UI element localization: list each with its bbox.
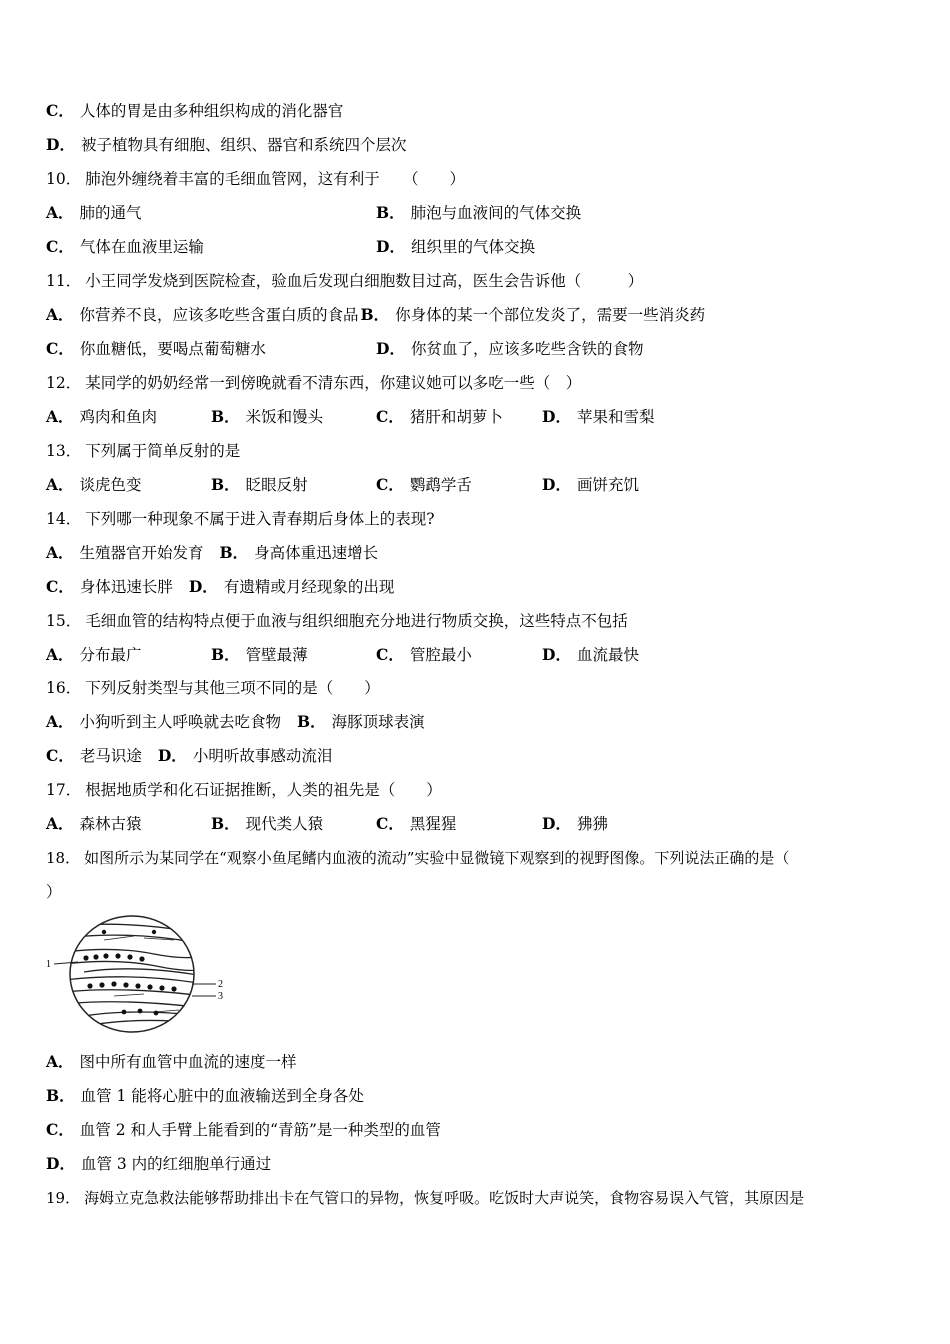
question-14 [46,509,435,529]
option-label: A． [46,814,74,833]
option-text: 鸡肉和鱼肉 [79,408,158,426]
option-b [211,407,323,427]
option-text: 血管 3 内的红细胞单行通过 [80,1155,272,1173]
option-text: 小明听故事感动流泪 [192,747,333,765]
option-line [46,101,343,121]
option-c [46,237,204,257]
question-number: 10． [46,170,82,188]
question-18 [46,848,789,868]
option-d [542,407,654,427]
option-text: 生殖器官开始发育 [79,544,204,562]
question-number: 14． [46,510,82,528]
question-text: 毛细血管的结构特点便于血液与组织细胞充分地进行物质交换，这些特点不包括 [85,612,628,630]
option-text: 你血糖低，要喝点葡萄糖水 [79,340,266,358]
question-text: 下列哪一种现象不属于进入青春期后身体上的表现? [85,510,435,528]
option-c [376,814,456,834]
option-text: 鹦鹉学舌 [409,476,472,494]
option-b [211,814,323,834]
question-text: 根据地质学和化石证据推断，人类的祖先是（ ） [85,781,442,799]
option-text: 气体在血液里运输 [79,238,204,256]
option-text: 你身体的某一个部位发炎了，需要一些消炎药 [395,306,706,324]
option-text: 人体的胃是由多种组织构成的消化器官 [79,102,344,120]
option-text: 米饭和馒头 [245,408,324,426]
question-10 [46,169,465,189]
option-label: D． [188,577,218,596]
option-text: 肺泡与血液间的气体交换 [410,204,582,222]
option-label: A． [46,407,74,426]
option-a [46,814,142,834]
microscope-field-figure [44,912,244,1036]
label-1: 1 [46,959,51,970]
option-text: 组织里的气体交换 [410,238,535,256]
option-d [376,339,643,359]
option-text: 管腔最小 [409,646,472,664]
option-label: D． [542,645,571,664]
option-label: A． [46,645,74,664]
question-number: 17． [46,781,82,799]
option-label: B． [211,475,240,494]
option-c [46,339,266,359]
option-text: 被子植物具有细胞、组织、器官和系统四个层次 [80,136,407,154]
option-text: 管壁最薄 [245,646,308,664]
option-c [376,407,503,427]
option-text: 分布最广 [79,646,142,664]
question-text: 如图所示为某同学在“观察小鱼尾鳍内血液的流动”实验中显微镜下观察到的视野图像。下列说法正确的是（ [84,849,790,867]
option-a [46,407,157,427]
option-a [46,1052,297,1072]
option-label: A． [46,1052,74,1071]
label-2: 2 [218,979,223,990]
question-15 [46,611,628,631]
option-line [46,712,425,732]
question-12 [46,373,581,393]
question-number: 19． [46,1189,81,1207]
option-label: B． [360,305,390,324]
option-label: A． [46,305,74,324]
question-text: 下列属于简单反射的是 [85,442,241,460]
question-number: 13． [46,442,82,460]
option-d [542,645,639,665]
option-label: C． [376,407,404,426]
option-text: 身体迅速长胖 [79,578,173,596]
option-label: C． [46,237,74,256]
question-19 [46,1188,804,1208]
option-label: B． [211,645,240,664]
option-text: 猪肝和胡萝卜 [409,408,503,426]
option-label: B． [376,203,405,222]
question-number: 11． [46,272,82,290]
option-label: D． [46,1154,75,1173]
option-label: B． [219,543,249,562]
option-b [376,203,581,223]
option-text: 谈虎色变 [79,476,142,494]
option-a [46,645,142,665]
option-text: 狒狒 [576,815,608,833]
option-label: C． [376,645,404,664]
question-16 [46,678,380,698]
option-label: A． [46,543,74,562]
option-text: 森林古猿 [79,815,142,833]
option-a [46,203,142,223]
option-text: 海豚顶球表演 [331,713,425,731]
option-text: 小狗听到主人呼唤就去吃食物 [79,713,282,731]
option-label: C． [376,814,404,833]
question-text: 小王同学发烧到医院检查，验血后发现白细胞数目过高，医生会告诉他（ ） [85,272,644,290]
question-number: 15． [46,612,82,630]
option-label: B． [211,407,240,426]
option-b [46,1086,364,1106]
option-text: 现代类人猿 [245,815,324,833]
option-text: 有遗精或月经现象的出现 [223,578,395,596]
option-text: 身高体重迅速增长 [254,544,379,562]
option-text: 肺的通气 [79,204,142,222]
option-text: 眨眼反射 [245,476,308,494]
option-a [46,475,142,495]
option-line [46,577,394,597]
question-18-continued [46,882,62,902]
option-d [46,1154,271,1174]
option-label: D． [542,407,571,426]
option-c [376,645,472,665]
option-label: D． [157,746,187,765]
option-text: 黑猩猩 [409,815,457,833]
option-line [46,135,406,155]
option-label: D． [542,475,571,494]
question-11 [46,271,643,291]
question-text: ） [46,883,62,901]
label-3: 3 [218,991,223,1002]
question-13 [46,441,240,461]
option-line [46,746,332,766]
option-label: C． [46,101,74,120]
question-text: 肺泡外缠绕着丰富的毛细血管网，这有利于 （ ） [85,170,465,188]
option-text: 血管 2 和人手臂上能看到的“青筋”是一种类型的血管 [79,1121,441,1139]
option-b [211,645,308,665]
option-c [46,1120,441,1140]
question-number: 16． [46,679,82,697]
option-label: D． [46,135,75,154]
option-line [46,543,378,563]
option-line [46,305,705,325]
option-text: 苹果和雪梨 [576,408,655,426]
question-number: 12． [46,374,82,392]
question-text: 某同学的奶奶经常一到傍晚就看不清东西，你建议她可以多吃一些（ ） [85,374,582,392]
option-label: B． [211,814,240,833]
option-d [376,237,535,257]
question-17 [46,780,442,800]
option-label: A． [46,712,74,731]
option-label: D． [376,339,405,358]
option-c [376,475,472,495]
option-text: 你营养不良，应该多吃些含蛋白质的食品 [79,306,359,324]
option-text: 老马识途 [79,747,142,765]
option-label: C． [46,1120,74,1139]
option-b [211,475,308,495]
option-label: A． [46,475,74,494]
question-text: 下列反射类型与其他三项不同的是（ ） [85,679,380,697]
option-label: D． [542,814,571,833]
option-label: B． [46,1086,75,1105]
option-text: 血管 1 能将心脏中的血液输送到全身各处 [80,1087,364,1105]
question-text: 海姆立克急救法能够帮助排出卡在气管口的异物，恢复呼吸。吃饭时大声说笑，食物容易误入气管，其原因是 [84,1189,805,1207]
option-label: A． [46,203,74,222]
option-d [542,475,639,495]
option-d [542,814,608,834]
option-label: C． [376,475,404,494]
option-label: D． [376,237,405,256]
option-text: 图中所有血管中血流的速度一样 [79,1053,297,1071]
option-label: C． [46,339,74,358]
option-label: B． [297,712,326,731]
option-label: C． [46,746,74,765]
option-label: C． [46,577,74,596]
option-text: 血流最快 [576,646,639,664]
option-text: 你贫血了，应该多吃些含铁的食物 [410,340,644,358]
option-text: 画饼充饥 [576,476,639,494]
question-number: 18． [46,849,81,867]
